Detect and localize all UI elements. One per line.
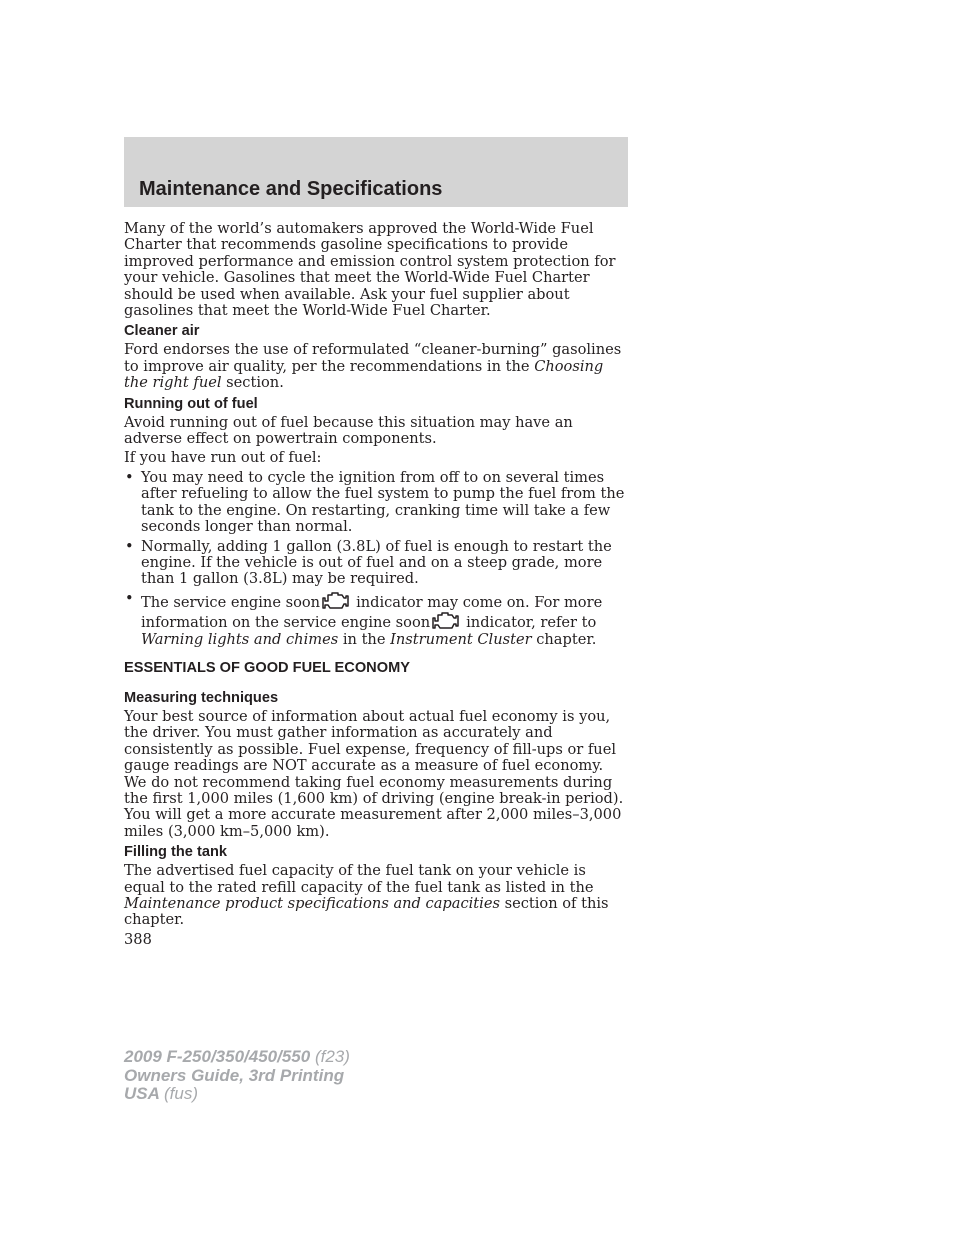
- page-number: 388: [124, 930, 152, 948]
- running-out-paragraph: Avoid running out of fuel because this situation may have an adverse effect on powertrain components.: [124, 413, 573, 448]
- page-content: [124, 221, 628, 951]
- filling-paragraph: The advertised fuel capacity of the fuel tank on your vehicle is equal to the rated refill capacity of the fuel tank as listed in the Maintenance product specifications and capacities section of this chapter.: [124, 862, 609, 929]
- running-out-list: [124, 470, 628, 648]
- cleaner-air-reference: Choosing the right fuel: [124, 357, 604, 392]
- list-item: • Normally, adding 1 gallon (3.8L) of fuel is enough to restart the engine. If the vehicle is out of fuel and on a steep grade, more than 1 gallon (3.8L) may be required.: [125, 537, 612, 588]
- running-out-intro: If you have run out of fuel:: [124, 449, 322, 467]
- instrument-cluster-reference: Instrument Cluster: [390, 630, 532, 648]
- list-item: • You may need to cycle the ignition from off to on several times after refueling to allow the fuel system to pump the fuel from the tank to the engine. On restarting, cranking time will take a few seconds longer than normal.: [125, 468, 625, 536]
- running-out-heading: Running out of fuel: [124, 395, 258, 412]
- bullet: •: [125, 589, 134, 607]
- measuring-paragraph: Your best source of information about actual fuel economy is you, the driver. You must gather information as accurately and consistently as possible. Fuel expense, frequency of fill-ups or fuel gauge readings are NOT accurate as a measure of fuel economy. We do not recommend taking fuel economy measurements during the first 1,000 miles (1,600 km) of driving (engine break-in period). You will get a more accurate measurement after 2,000 miles–3,000 miles (3,000 km–5,000 km).: [124, 707, 624, 840]
- capacities-reference: Maintenance product specifications and capacities: [124, 895, 500, 912]
- bullet: •: [125, 468, 134, 486]
- list-item: • The service engine soon indicator may come on. For more information on the service engine soon indicator, refer to Warning lights and chimes in the Instrument Cluster chapter.: [125, 589, 603, 648]
- cleaner-air-heading: Cleaner air: [124, 323, 200, 340]
- section-header-band: [124, 137, 628, 207]
- footer-line-printing: Owners Guide, 3rd Printing: [124, 1065, 345, 1085]
- check-engine-icon: [322, 591, 350, 611]
- measuring-heading: Measuring techniques: [124, 689, 279, 706]
- filling-heading: Filling the tank: [124, 844, 227, 861]
- essentials-heading: ESSENTIALS OF GOOD FUEL ECONOMY: [124, 659, 410, 676]
- footer-edition: [124, 1048, 350, 1104]
- warning-lights-reference: Warning lights and chimes: [141, 630, 339, 648]
- section-title: Maintenance and Specifications: [139, 178, 443, 200]
- footer-line-model: 2009 F-250/350/450/550 (f23): [124, 1047, 350, 1066]
- check-engine-icon: [432, 611, 460, 631]
- cleaner-air-paragraph: Ford endorses the use of reformulated “cleaner-burning” gasolines to improve air quality, per the recommendations in the Choosing the right fuel section.: [124, 341, 622, 392]
- intro-paragraph: Many of the world’s automakers approved the World-Wide Fuel Charter that recommends gasoline specifications to provide improved performance and emission control system protection for your vehicle. Gasolines that meet the World-Wide Fuel Charter should be used when available. Ask your fuel supplier about gasolines that meet the World-Wide Fuel Charter.: [124, 220, 616, 320]
- bullet: •: [125, 537, 134, 555]
- footer-line-region: USA (fus): [124, 1084, 198, 1103]
